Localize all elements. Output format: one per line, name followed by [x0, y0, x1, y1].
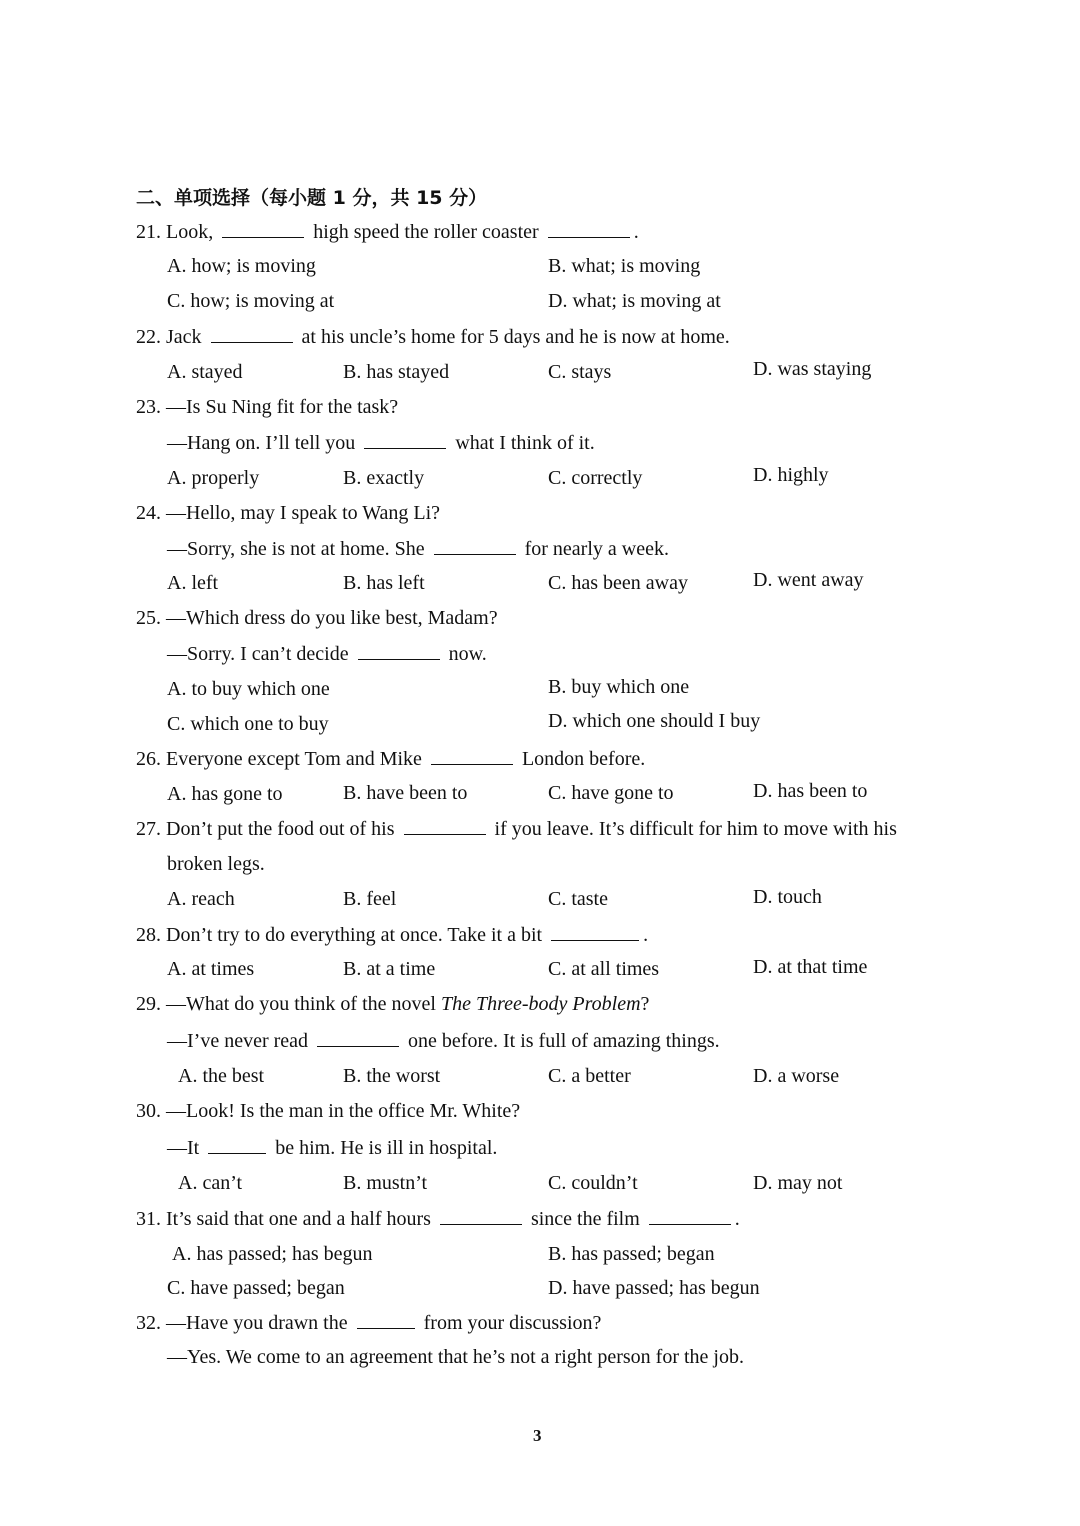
question-25-option-a: A. to buy which one — [167, 678, 330, 700]
question-30-option-a: A. can’t — [178, 1172, 243, 1194]
question-31-stem: 31. It’s said that one and a half hours since the film . — [136, 1208, 740, 1230]
question-29-option-b: B. the worst — [343, 1065, 441, 1087]
question-24-option-a: A. left — [167, 572, 219, 594]
question-25-prompt: 25. —Which dress do you like best, Madam? — [136, 607, 498, 629]
page-number: 3 — [533, 1426, 542, 1445]
question-27-option-c: C. taste — [548, 888, 608, 910]
question-27-stem: 27. Don’t put the food out of his if you leave. It’s difficult for him to move with his — [136, 818, 897, 840]
question-32-stem: 32. —Have you drawn the from your discussion? — [136, 1312, 602, 1334]
question-21-option-c: C. how; is moving at — [167, 290, 335, 312]
question-23-stem: —Hang on. I’ll tell you what I think of it. — [167, 432, 595, 454]
question-30-stem: —It be him. He is ill in hospital. — [167, 1137, 498, 1159]
question-28-stem: 28. Don’t try to do everything at once. Take it a bit . — [136, 924, 649, 946]
question-27-option-b: B. feel — [343, 888, 397, 910]
question-27-option-d: D. touch — [753, 886, 822, 908]
question-21-option-b: B. what; is moving — [548, 255, 701, 277]
question-23-prompt: 23. —Is Su Ning fit for the task? — [136, 396, 399, 418]
novel-title: The Three-body Problem — [440, 993, 641, 1015]
question-22-option-d: D. was staying — [753, 358, 872, 380]
question-21-option-d: D. what; is moving at — [548, 290, 721, 312]
answer-blank — [431, 746, 513, 765]
question-23-option-c: C. correctly — [548, 467, 643, 489]
question-29-stem: —I’ve never read one before. It is full of amazing things. — [167, 1030, 720, 1052]
answer-blank — [551, 922, 639, 941]
question-32-answer-line: —Yes. We come to an agreement that he’s not a right person for the job. — [167, 1346, 744, 1368]
question-28-option-a: A. at times — [167, 958, 255, 980]
question-31-option-b: B. has passed; began — [548, 1243, 715, 1265]
answer-blank — [649, 1206, 731, 1225]
question-25-option-b: B. buy which one — [548, 676, 690, 698]
question-25-option-d: D. which one should I buy — [548, 710, 761, 732]
question-30-option-b: B. mustn’t — [343, 1172, 428, 1194]
question-31-option-d: D. have passed; has begun — [548, 1277, 760, 1299]
question-30-option-c: C. couldn’t — [548, 1172, 638, 1194]
question-23-option-b: B. exactly — [343, 467, 425, 489]
question-29-option-d: D. a worse — [753, 1065, 840, 1087]
question-24-option-b: B. has left — [343, 572, 425, 594]
question-22-stem: 22. Jack at his uncle’s home for 5 days and he is now at home. — [136, 326, 730, 348]
question-26-option-b: B. have been to — [343, 782, 468, 804]
question-29-option-a: A. the best — [178, 1065, 265, 1087]
question-21-stem: 21. Look, high speed the roller coaster . — [136, 221, 639, 243]
question-22-option-c: C. stays — [548, 361, 612, 383]
answer-blank — [364, 430, 446, 449]
answer-blank — [357, 1310, 415, 1329]
question-26-option-d: D. has been to — [753, 780, 868, 802]
question-25-option-c: C. which one to buy — [167, 713, 329, 735]
question-26-option-c: C. have gone to — [548, 782, 674, 804]
question-28-option-c: C. at all times — [548, 958, 660, 980]
question-26-stem: 26. Everyone except Tom and Mike London before. — [136, 748, 646, 770]
answer-blank — [317, 1028, 399, 1047]
question-27-option-a: A. reach — [167, 888, 235, 910]
question-28-option-b: B. at a time — [343, 958, 436, 980]
answer-blank — [434, 536, 516, 555]
answer-blank — [211, 324, 293, 343]
section-title: 二、单项选择（每小题 1 分，共 15 分） — [136, 187, 488, 209]
question-30-option-d: D. may not — [753, 1172, 843, 1194]
answer-blank — [358, 641, 440, 660]
question-31-option-c: C. have passed; began — [167, 1277, 345, 1299]
question-26-option-a: A. has gone to — [167, 783, 283, 805]
answer-blank — [404, 816, 486, 835]
question-22-option-a: A. stayed — [167, 361, 243, 383]
answer-blank — [440, 1206, 522, 1225]
question-27-stem-continued: broken legs. — [167, 853, 265, 875]
question-30-prompt: 30. —Look! Is the man in the office Mr. White? — [136, 1100, 521, 1122]
question-23-option-a: A. properly — [167, 467, 260, 489]
question-28-option-d: D. at that time — [753, 956, 868, 978]
question-29-option-c: C. a better — [548, 1065, 631, 1087]
question-24-stem: —Sorry, she is not at home. She for nearly a week. — [167, 538, 669, 560]
question-29-prompt: 29. —What do you think of the novel The Three-body Problem? — [136, 993, 650, 1015]
answer-blank — [222, 219, 304, 238]
question-23-option-d: D. highly — [753, 464, 829, 486]
question-22-option-b: B. has stayed — [343, 361, 450, 383]
answer-blank — [208, 1135, 266, 1154]
question-24-prompt: 24. —Hello, may I speak to Wang Li? — [136, 502, 441, 524]
question-25-stem: —Sorry. I can’t decide now. — [167, 643, 487, 665]
question-24-option-d: D. went away — [753, 569, 864, 591]
question-31-option-a: A. has passed; has begun — [172, 1243, 373, 1265]
question-24-option-c: C. has been away — [548, 572, 688, 594]
answer-blank — [548, 219, 630, 238]
question-21-option-a: A. how; is moving — [167, 255, 316, 277]
